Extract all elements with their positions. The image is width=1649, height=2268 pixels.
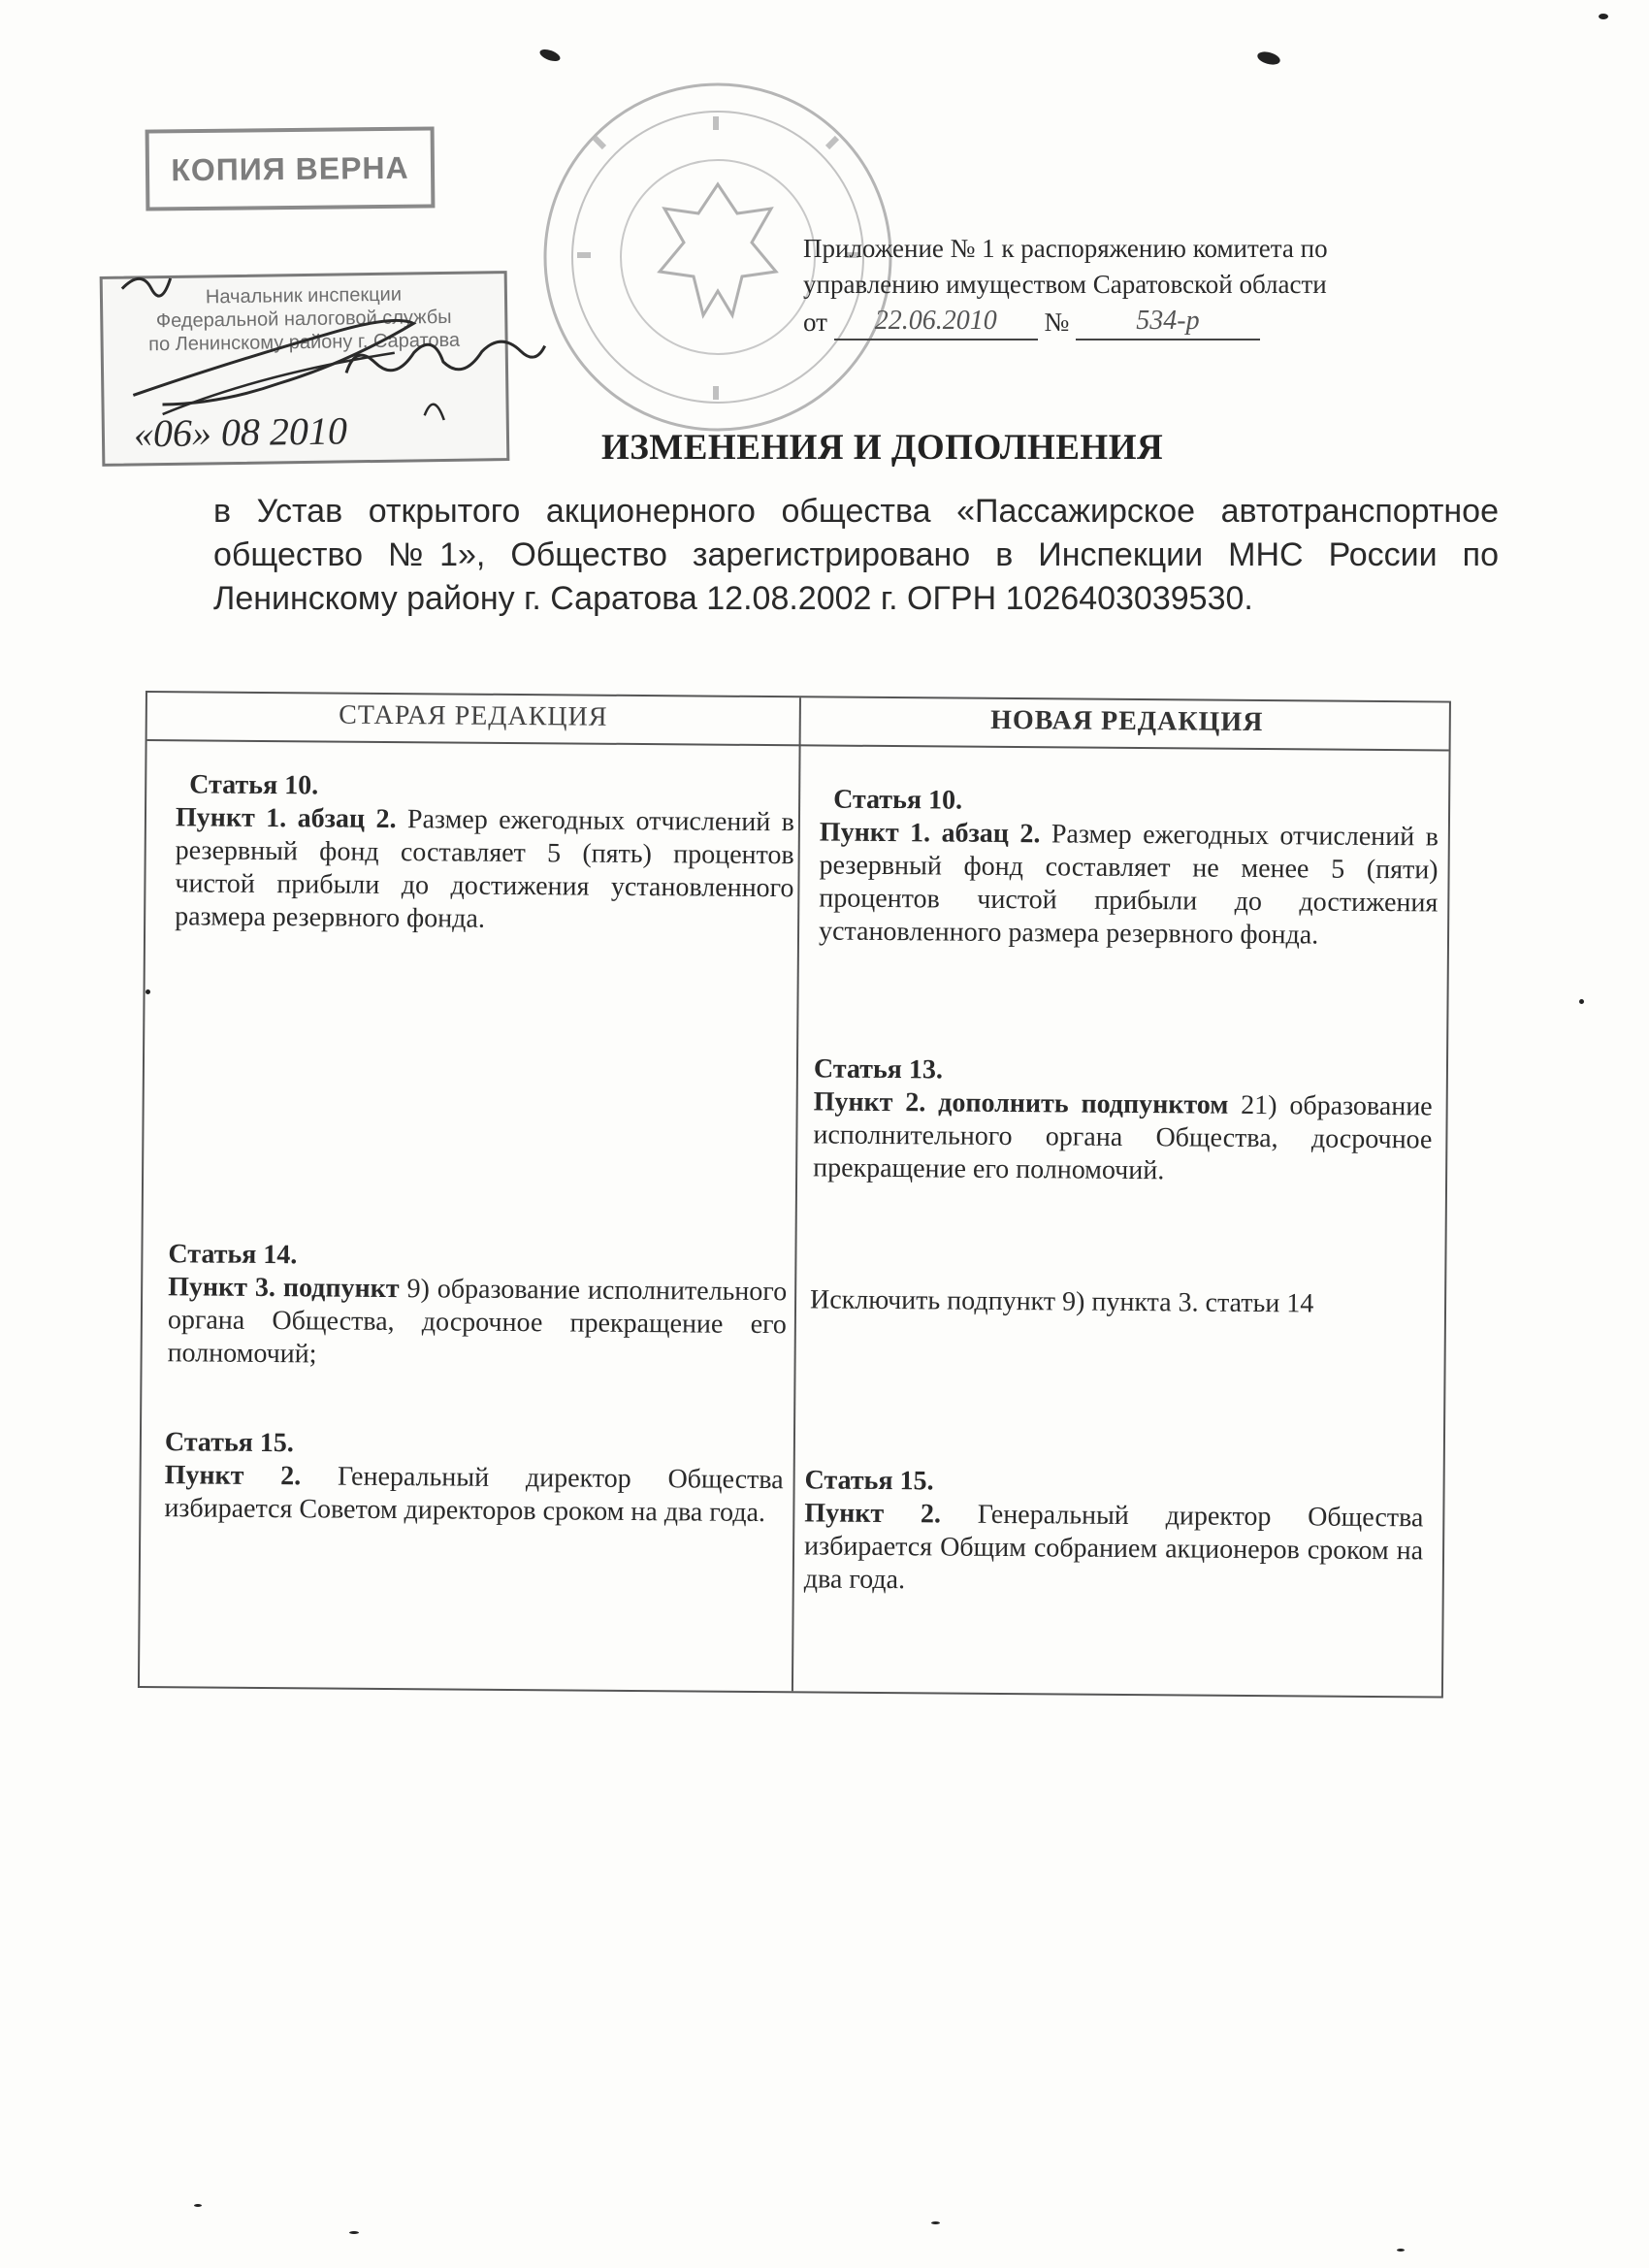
handwritten-signature — [102, 253, 551, 453]
scan-speck — [1599, 14, 1608, 19]
point-label: Пункт 3. подпункт — [168, 1272, 400, 1305]
amendments-table — [138, 691, 1451, 1699]
point-label: Пункт 2. дополнить подпунктом — [813, 1086, 1229, 1120]
clause-text: Исключить подпункт 9) пункта 3. статьи 14 — [809, 1284, 1314, 1319]
article-label: Статья 10. — [833, 784, 963, 816]
point-label: Пункт 1. абзац 2. — [819, 817, 1041, 850]
point-label: Пункт 1. абзац 2. — [175, 802, 397, 835]
stamp-line: по Ленинскому району г. Саратова — [148, 329, 461, 356]
stamp-line: Начальник инспекции — [205, 283, 403, 308]
new-clause — [810, 1283, 1429, 1321]
new-clause — [819, 783, 1439, 953]
point-label: Пункт 2. — [164, 1460, 302, 1492]
appendix-header — [803, 231, 1482, 340]
copy-stamp-text: КОПИЯ ВЕРНА — [171, 149, 409, 187]
date-field — [834, 303, 1038, 340]
old-clause — [175, 768, 794, 938]
clause-text: Генеральный директор Общества избирается Общим собранием акционеров сроком на два года. — [803, 1499, 1424, 1596]
old-clause — [168, 1238, 788, 1375]
number-field — [1076, 303, 1260, 340]
article-label: Статья 13. — [813, 1053, 944, 1085]
old-version-header: СТАРАЯ РЕДАКЦИЯ — [339, 699, 608, 732]
date-value: 22.06.2010 — [874, 306, 997, 336]
appendix-line: управлению имуществом Саратовской области — [803, 270, 1327, 299]
clause-text: Генеральный директор Общества избирается Советом директоров сроком на два года. — [164, 1461, 784, 1529]
scan-speck — [1397, 2249, 1405, 2252]
clause-text: 9) образование исполнительного органа Общества, досрочное прекращение его полномочий; — [167, 1274, 788, 1370]
document-title: ИЗМЕНЕНИЯ И ДОПОЛНЕНИЯ — [601, 428, 1164, 468]
scan-speck — [349, 2231, 359, 2234]
tax-inspection-stamp — [100, 271, 510, 467]
copy-certified-stamp — [146, 126, 436, 211]
intro-paragraph: в Устав открытого акционерного общества «Пассажирское автотранспортное общество №1», Общество зарегистрировано в Инспекции МНС России по Ленинскому району г. Саратова 12.08.2002 г. ОГРН 1026403039530. — [213, 493, 1499, 617]
scan-speck — [931, 2221, 940, 2224]
scan-speck — [194, 2204, 202, 2207]
scan-speck — [1256, 49, 1281, 67]
appendix-line — [803, 303, 1482, 340]
scan-speck — [538, 48, 562, 64]
point-label: Пункт 2. — [804, 1498, 942, 1530]
scan-speck — [1579, 999, 1584, 1004]
article-label: Статья 15. — [804, 1465, 934, 1497]
appendix-line: Приложение № 1 к распоряжению комитета по — [803, 234, 1328, 263]
number-value: 534-р — [1136, 306, 1200, 336]
clause-text: Размер ежегодных отчислений в резервный фонд составляет 5 (пять) процентов чистой прибыли до достижения установленного размера резервного фонда. — [175, 804, 795, 934]
stamp-line: Федеральной налоговой службы — [155, 306, 452, 333]
article-label: Статья 14. — [168, 1239, 298, 1271]
new-clause — [813, 1053, 1433, 1189]
new-version-header: НОВАЯ РЕДАКЦИЯ — [990, 704, 1264, 738]
clause-text: Размер ежегодных отчислений в резервный фонд составляет не менее 5 (пяти) процентов чистой прибыли до достижения установленного размера резервного фонда. — [818, 819, 1439, 951]
article-label: Статья 15. — [164, 1427, 294, 1459]
number-label: № — [1044, 308, 1070, 337]
from-label: от — [803, 308, 827, 337]
old-clause — [164, 1426, 784, 1530]
new-clause — [804, 1464, 1424, 1601]
article-label: Статья 10. — [189, 769, 319, 801]
stamp-date: «06» 08 2010 — [133, 408, 348, 456]
clause-text: 21) образование исполнительного органа Общества, досрочное прекращение его полномочий. — [813, 1089, 1433, 1186]
